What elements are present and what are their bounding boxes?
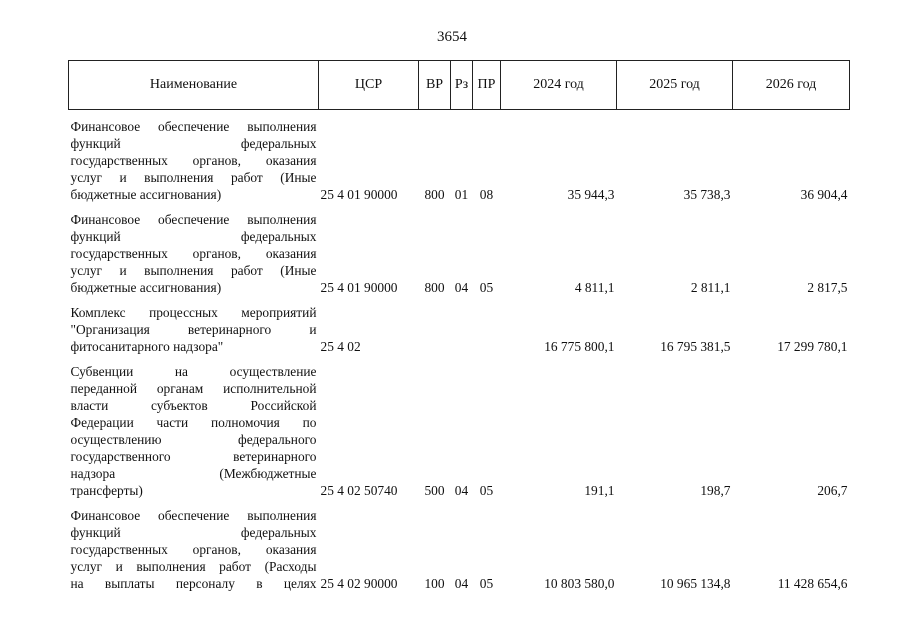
row-vr — [419, 304, 451, 355]
row-name-line: Финансовое обеспечение выполнения — [70, 508, 317, 523]
row-name-line: Комплекс процессных мероприятий — [70, 305, 317, 320]
table-row — [69, 118, 850, 203]
table-row — [69, 363, 850, 499]
row-pr: 05 — [479, 576, 494, 591]
header-csr: ЦСР — [319, 61, 419, 110]
row-rz: 01 — [454, 187, 469, 202]
row-name — [69, 118, 319, 203]
header-name: Наименование — [69, 61, 319, 110]
row-spacer — [69, 296, 850, 304]
row-rz: 04 — [454, 280, 469, 295]
row-rz: 04 — [454, 576, 469, 591]
header-vr: ВР — [419, 61, 451, 110]
row-spacer — [69, 355, 850, 363]
header-2024: 2024 год — [501, 61, 617, 110]
row-name-line: осуществлению федерального — [70, 432, 317, 447]
page-number: 3654 — [437, 29, 467, 45]
header-pr: ПР — [473, 61, 501, 110]
row-value-2024: 16 775 800,1 — [544, 339, 615, 354]
row-value-2025: 198,7 — [700, 483, 731, 498]
row-spacer — [69, 499, 850, 507]
row-value-2025: 2 811,1 — [690, 280, 731, 295]
row-name-line: бюджетные ассигнования) — [70, 187, 222, 202]
row-spacer — [69, 203, 850, 211]
row-name-line: фитосанитарного надзора" — [70, 339, 224, 354]
row-name-line: бюджетные ассигнования) — [70, 280, 222, 295]
row-name-line: функций федеральных — [70, 525, 317, 540]
row-name — [69, 304, 319, 355]
row-csr: 25 4 02 50740 — [320, 483, 398, 498]
row-pr — [473, 304, 501, 355]
row-name-line: услуг и выполнения работ (Иные — [70, 263, 317, 278]
table-row — [69, 507, 850, 592]
row-name-line: трансферты) — [70, 483, 143, 498]
header-rz: Рз — [451, 61, 473, 110]
header-2025: 2025 год — [617, 61, 733, 110]
row-name-line: государственных органов, оказания — [70, 153, 317, 168]
row-value-2025: 16 795 381,5 — [660, 339, 731, 354]
table-row — [69, 211, 850, 296]
row-csr: 25 4 01 90000 — [320, 280, 398, 295]
row-name-line: власти субъектов Российской — [70, 398, 317, 413]
row-vr: 100 — [424, 576, 445, 591]
row-name-line: услуг и выполнения работ (Расходы — [70, 559, 317, 574]
row-name — [69, 363, 319, 499]
table-body — [69, 110, 850, 593]
row-pr: 08 — [479, 187, 494, 202]
table-header — [69, 61, 850, 110]
row-value-2024: 10 803 580,0 — [544, 576, 615, 591]
header-2026: 2026 год — [733, 61, 850, 110]
row-csr: 25 4 02 90000 — [320, 576, 398, 591]
row-vr: 500 — [424, 483, 445, 498]
row-name-line: государственных органов, оказания — [70, 246, 317, 261]
row-name-line: Федерации части полномочия по — [70, 415, 317, 430]
row-name-line: "Организация ветеринарного и — [70, 322, 317, 337]
row-name-line: Финансовое обеспечение выполнения — [70, 119, 317, 134]
table-row — [69, 304, 850, 355]
row-name-line: Субвенции на осуществление — [70, 364, 317, 379]
row-rz — [451, 304, 473, 355]
row-name-line: услуг и выполнения работ (Иные — [70, 170, 317, 185]
row-name-line: государственных органов, оказания — [70, 542, 317, 557]
row-value-2026: 17 299 780,1 — [777, 339, 848, 354]
row-value-2026: 36 904,4 — [800, 187, 848, 202]
row-pr: 05 — [479, 483, 494, 498]
row-value-2026: 11 428 654,6 — [777, 576, 848, 591]
row-value-2025: 10 965 134,8 — [660, 576, 731, 591]
budget-table — [68, 60, 850, 592]
row-value-2025: 35 738,3 — [683, 187, 731, 202]
row-vr: 800 — [424, 280, 445, 295]
row-csr: 25 4 01 90000 — [320, 187, 398, 202]
row-value-2026: 2 817,5 — [807, 280, 848, 295]
row-pr: 05 — [479, 280, 494, 295]
row-name-line: Финансовое обеспечение выполнения — [70, 212, 317, 227]
row-csr: 25 4 02 — [320, 339, 361, 354]
row-spacer — [69, 110, 850, 119]
row-name-line: функций федеральных — [70, 136, 317, 151]
row-name — [69, 507, 319, 592]
row-name-line: на выплаты персоналу в целях — [70, 576, 317, 591]
row-name-line: переданной органам исполнительной — [70, 381, 317, 396]
row-name-line: надзора (Межбюджетные — [70, 466, 317, 481]
row-vr: 800 — [424, 187, 445, 202]
row-value-2024: 4 811,1 — [574, 280, 615, 295]
row-rz: 04 — [454, 483, 469, 498]
row-value-2024: 35 944,3 — [567, 187, 615, 202]
row-name — [69, 211, 319, 296]
row-value-2026: 206,7 — [817, 483, 848, 498]
row-name-line: государственного ветеринарного — [70, 449, 317, 464]
row-name-line: функций федеральных — [70, 229, 317, 244]
row-value-2024: 191,1 — [584, 483, 615, 498]
